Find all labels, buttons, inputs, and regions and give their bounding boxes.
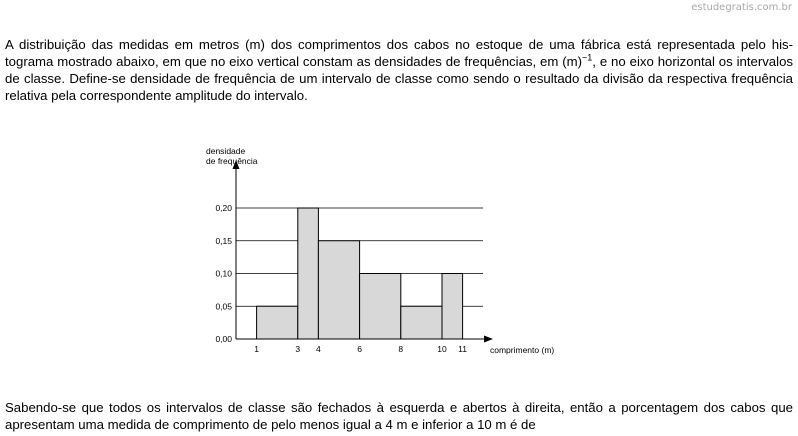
histogram-bar-0	[257, 306, 298, 339]
y-axis-label-line1: densidade	[206, 146, 246, 156]
histogram-bar-2	[318, 241, 359, 339]
intro-text-part1: A distribuição das medidas em metros (m) dos comprimentos dos cabos no estoque de uma fábrica está representada pelo his-tograma mostrado abaixo, em que no eixo vertical constam as densidades de frequências, em (m)	[5, 37, 793, 69]
question-paragraph: Sabendo-se que todos os intervalos de classe são fechados à esquerda e abertos à direita, então a porcentagem dos cabos que apresentam uma medida de comprimento de pelo menos igual a 4 m e inferior a 10 m é de	[5, 400, 793, 432]
x-tick-label-3: 6	[357, 344, 362, 354]
x-axis-arrow-icon	[484, 336, 493, 343]
y-tick-label-4: 0,20	[215, 203, 232, 213]
intro-superscript: −1	[582, 52, 593, 63]
x-axis-label: comprimento (m)	[490, 345, 555, 355]
histogram-bar-3	[360, 274, 401, 340]
x-tick-label-1: 3	[295, 344, 301, 354]
y-tick-label-3: 0,15	[215, 235, 232, 246]
histogram-bar-1	[298, 208, 319, 339]
x-tick-labels	[254, 344, 467, 354]
watermark: estudegratis.com.br	[691, 2, 792, 13]
y-tick-labels	[215, 203, 232, 344]
y-axis-label-line2: de frequência	[206, 156, 258, 166]
x-tick-label-2: 4	[316, 344, 321, 354]
histogram-bar-5	[442, 274, 463, 340]
y-tick-label-1: 0,05	[215, 301, 232, 312]
x-tick-label-0: 1	[254, 344, 259, 354]
x-tick-label-6: 11	[458, 344, 468, 354]
x-tick-label-5: 10	[437, 344, 447, 354]
histogram-bar-4	[401, 306, 442, 339]
y-tick-label-2: 0,10	[215, 268, 232, 279]
intro-text-part2: , e no eixo horizontal os intervalos de classe. Define-se densidade de frequência de um intervalo de classe como sendo o resultado da divisão da respectiva frequência relativa pela correspondente amplitude do intervalo.	[5, 54, 794, 103]
y-tick-label-0: 0,00	[215, 334, 232, 344]
x-tick-label-4: 8	[398, 344, 404, 354]
